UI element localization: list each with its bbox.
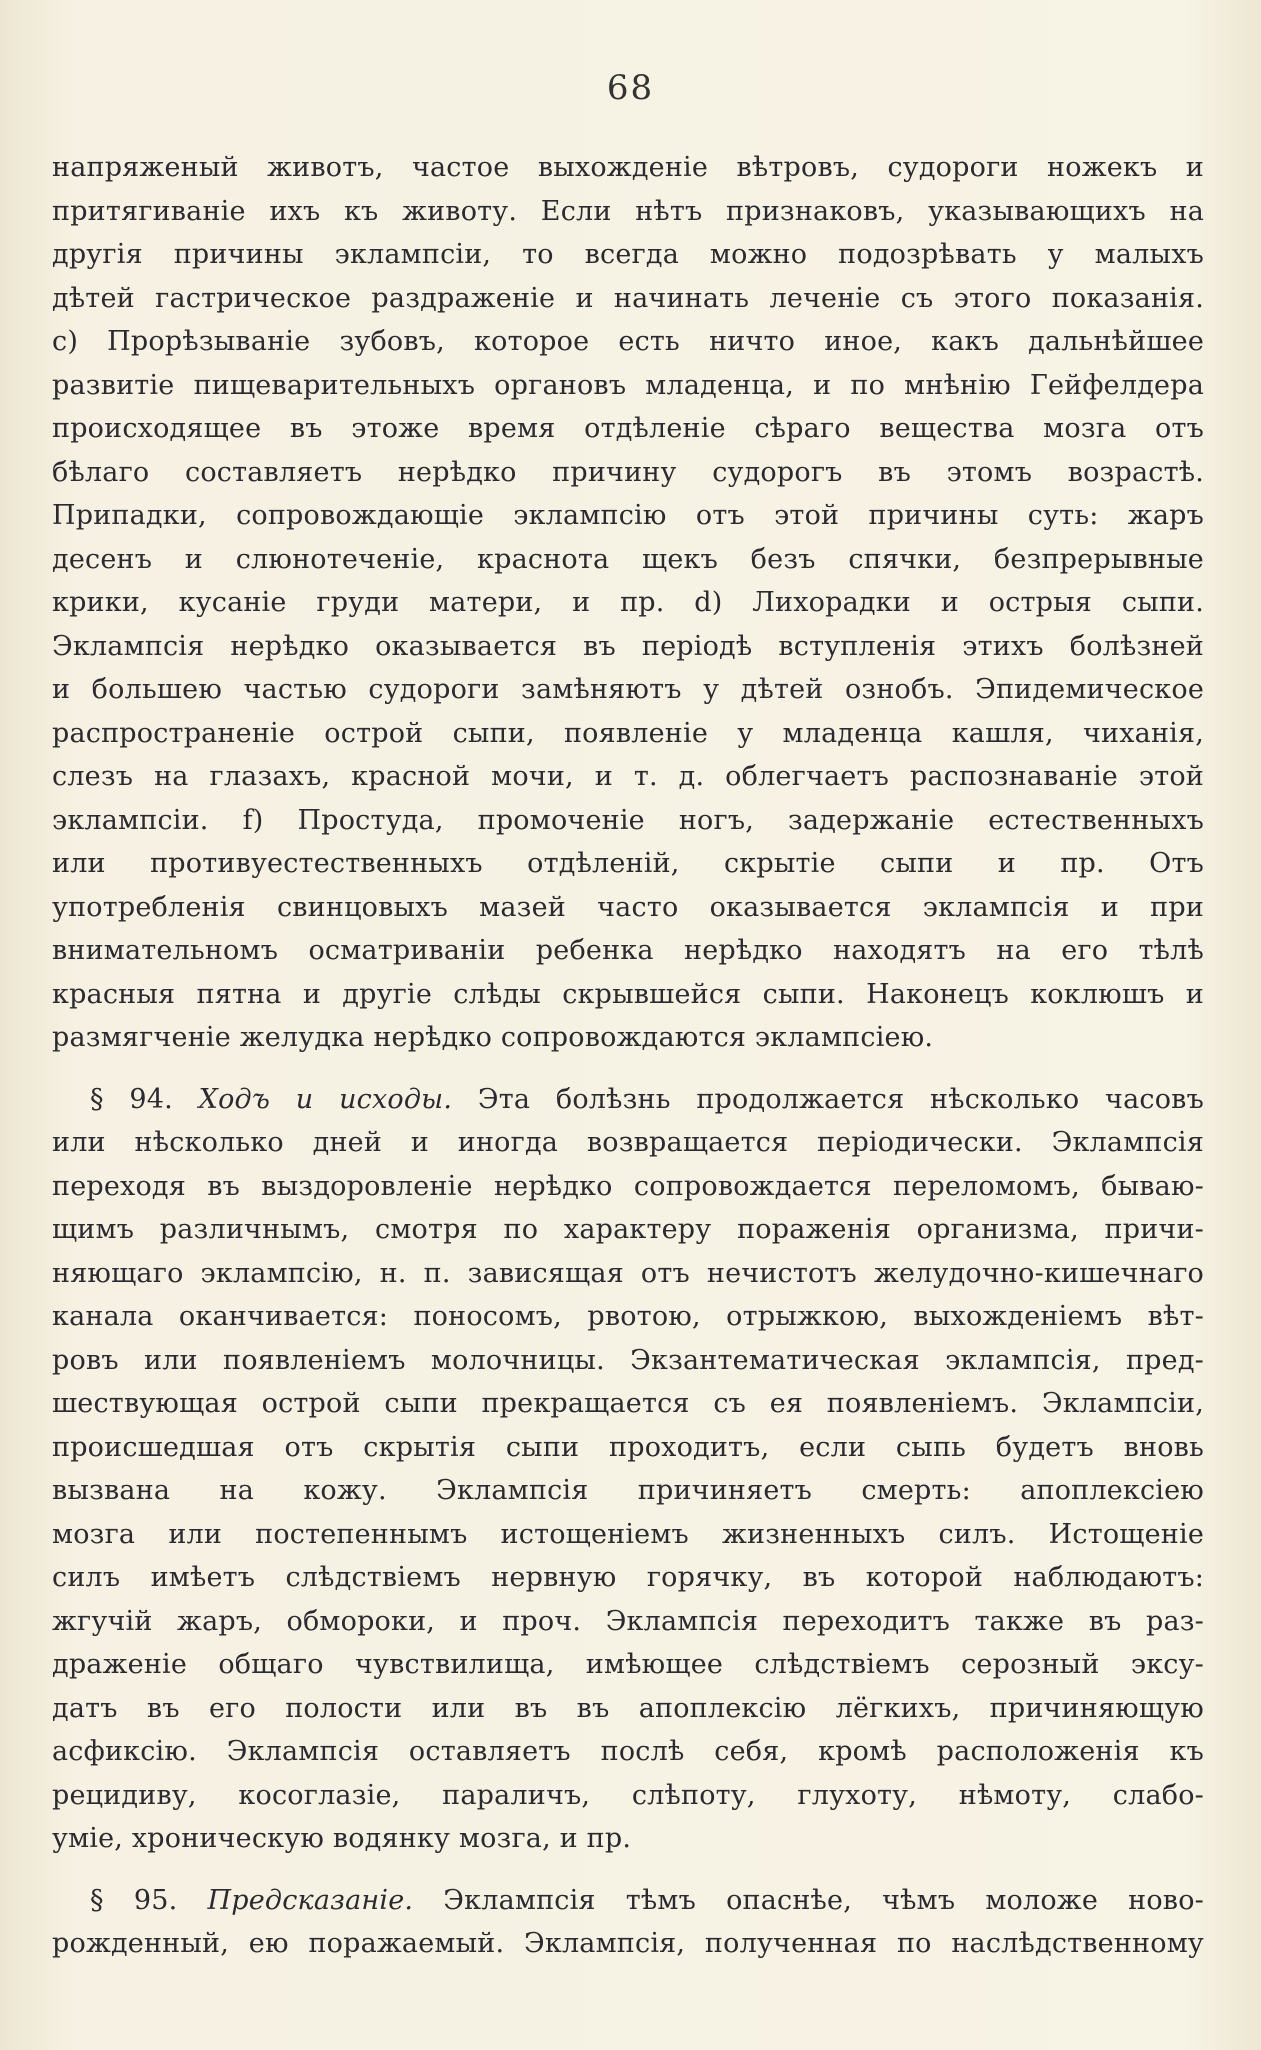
text-line: Припадки, сопровождающіе эклампсію отъ этой причины суть: жаръ — [52, 500, 1204, 531]
text-line: слезъ на глазахъ, красной мочи, и т. д. облегчаетъ распознаваніе этой — [52, 761, 1204, 792]
text-line: происшедшая отъ скрытія сыпи проходитъ, если сыпь будетъ вновь — [52, 1431, 1204, 1463]
text-line: бѣлаго составляетъ нерѣдко причину судорогъ въ этомъ возрастѣ. — [52, 456, 1204, 488]
text-line: другія причины эклампсіи, то всегда можно подозрѣвать у малыхъ — [52, 239, 1204, 270]
text-line: мозга или постепеннымъ истощеніемъ жизненныхъ силъ. Истощеніе — [52, 1518, 1204, 1550]
text-line: и большею частью судороги замѣняютъ у дѣтей ознобъ. Эпидемическое — [52, 674, 1204, 705]
section-95-mark: § 95. — [90, 1884, 178, 1916]
text-line: притягиваніе ихъ къ животу. Если нѣтъ признаковъ, указывающихъ на — [52, 195, 1204, 227]
text-line: жгучій жаръ, обмороки, и проч. Эклампсія переходитъ также въ раз- — [52, 1605, 1204, 1637]
text-line: вызвана на кожу. Эклампсія причиняетъ смерть: апоплексіею — [52, 1475, 1204, 1506]
section-95-prognosis — [52, 1879, 1204, 1966]
section-94-first-line — [52, 1078, 1204, 1122]
section-94-course-and-outcomes — [52, 1078, 1204, 1861]
paragraph-eclampsia-causes — [52, 146, 1204, 1060]
text-line: ровъ или появленіемъ молочницы. Экзантематическая эклампсія, пред- — [52, 1344, 1204, 1376]
text-line: размягченіе желудка нерѣдко сопровождаются эклампсіею. — [52, 1022, 934, 1053]
text-line: происходящее въ этоже время отдѣленіе сѣраго вещества мозга отъ — [52, 413, 1204, 444]
text-line: десенъ и слюнотеченіе, краснота щекъ безъ спячки, безпрерывные — [52, 543, 1204, 575]
page-body — [52, 146, 1204, 1966]
section-95-first-line-text: Эклампсія тѣмъ опаснѣе, чѣмъ моложе ново- — [443, 1884, 1204, 1916]
text-line: рожденный, ею поражаемый. Эклампсія, полученная по наслѣдственному — [52, 1928, 1204, 1959]
text-line: внимательномъ осматриваніи ребенка нерѣдко находятъ на его тѣлѣ — [52, 935, 1204, 966]
text-line: шествующая острой сыпи прекращается съ ея появленіемъ. Эклампсіи, — [52, 1388, 1204, 1419]
text-line: эклампсіи. f) Простуда, промоченіе ногъ, задержаніе естественныхъ — [52, 804, 1204, 836]
text-line: канала оканчивается: поносомъ, рвотою, отрыжкою, выхожденіемъ вѣт- — [52, 1301, 1204, 1332]
section-94-first-line-text: Эта болѣзнь продолжается нѣсколько часовъ — [477, 1083, 1204, 1115]
text-line: крики, кусаніе груди матери, и пр. d) Лихорадки и острыя сыпи. — [52, 587, 1204, 618]
text-line: няющаго эклампсію, н. п. зависящая отъ нечистотъ желудочно-кишечнаго — [52, 1257, 1204, 1289]
text-line: красныя пятна и другіе слѣды скрывшейся сыпи. Наконецъ коклюшъ и — [52, 978, 1204, 1010]
text-line: щимъ различнымъ, смотря по характеру пораженія организма, причи- — [52, 1214, 1204, 1245]
text-line: рецидиву, косоглазіе, параличъ, слѣпоту, глухоту, нѣмоту, слабо- — [52, 1779, 1204, 1811]
text-line: асфиксію. Эклампсія оставляетъ послѣ себя, кромѣ расположенія къ — [52, 1736, 1204, 1767]
section-94-mark: § 94. — [90, 1083, 173, 1115]
text-line: или противуестественныхъ отдѣленій, скрытіе сыпи и пр. Отъ — [52, 848, 1204, 879]
section-95-title: Предсказаніе. — [207, 1884, 414, 1916]
text-line: напряженый животъ, частое выхожденіе вѣтровъ, судороги ножекъ и — [52, 152, 1204, 183]
text-line: переходя въ выздоровленіе нерѣдко сопровождается переломомъ, бываю- — [52, 1170, 1204, 1202]
text-line: датъ въ его полости или въ въ апоплексію лёгкихъ, причиняющую — [52, 1692, 1204, 1724]
section-94-title: Ходъ и исходы. — [198, 1083, 453, 1115]
paragraph-gap — [52, 1861, 1204, 1879]
text-line: или нѣсколько дней и иногда возвращается періодически. Эклампсія — [52, 1127, 1204, 1158]
text-line: дѣтей гастрическое раздраженіе и начинать леченіе съ этого показанія. — [52, 282, 1204, 314]
text-line: уміе, хроническую водянку мозга, и пр. — [52, 1823, 632, 1854]
section-95-first-line — [52, 1879, 1204, 1923]
text-line: употребленія свинцовыхъ мазей часто оказывается эклампсія и при — [52, 891, 1204, 923]
paragraph-gap — [52, 1060, 1204, 1078]
text-line: c) Прорѣзываніе зубовъ, которое есть ничто иное, какъ дальнѣйшее — [52, 326, 1204, 357]
text-line: развитіе пищеварительныхъ органовъ младенца, и по мнѣнію Гейфелдера — [52, 369, 1204, 401]
text-line: силъ имѣетъ слѣдствіемъ нервную горячку, въ которой наблюдаютъ: — [52, 1562, 1204, 1593]
text-line: распространеніе острой сыпи, появленіе у младенца кашля, чиханія, — [52, 717, 1204, 749]
text-line: драженіе общаго чувствилища, имѣющее слѣдствіемъ серозный эксу- — [52, 1649, 1204, 1680]
text-line: Эклампсія нерѣдко оказывается въ періодѣ вступленія этихъ болѣзней — [52, 630, 1204, 662]
page-number: 68 — [606, 68, 655, 108]
